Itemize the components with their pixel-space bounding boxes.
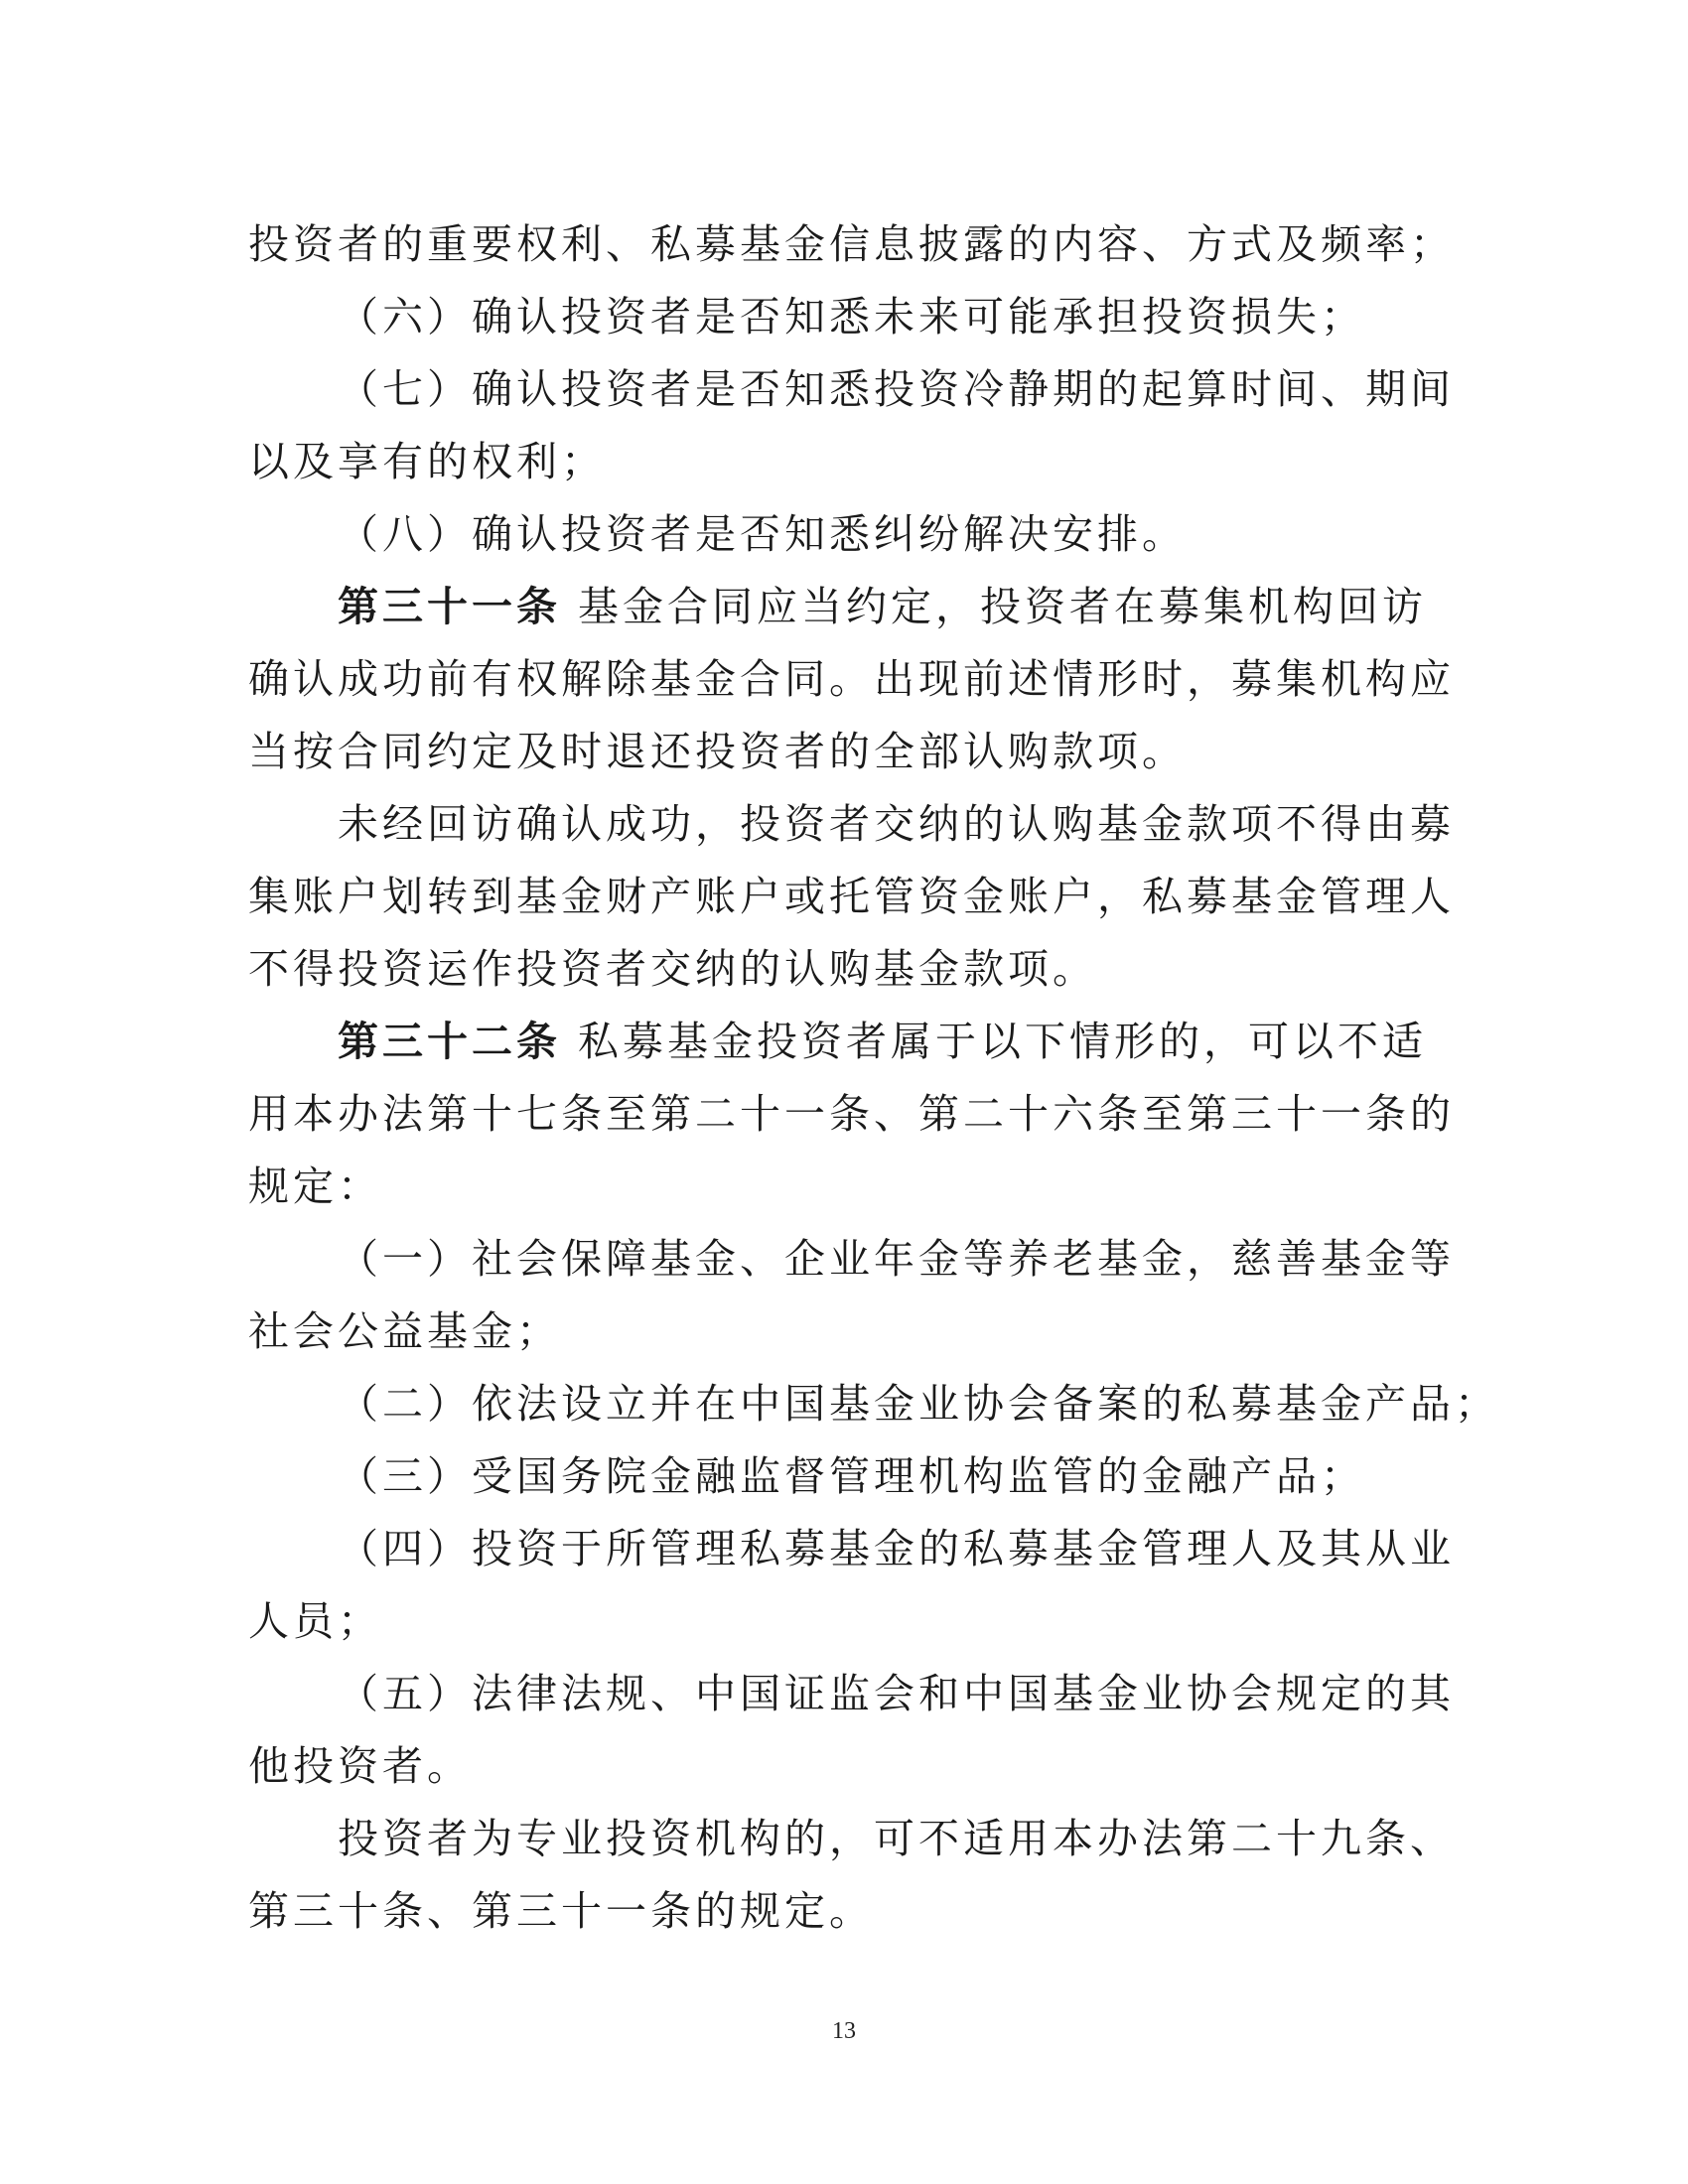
text-line: 第三十条、第三十一条的规定。 bbox=[248, 1887, 874, 1935]
text-line: （八）确认投资者是否知悉纠纷解决安排。 bbox=[338, 510, 1187, 558]
text-line: 投资者为专业投资机构的，可不适用本办法第二十九条、 bbox=[338, 1815, 1455, 1862]
text-line: 不得投资运作投资者交纳的认购基金款项。 bbox=[248, 945, 1097, 993]
text-line: 规定： bbox=[248, 1162, 382, 1210]
text-line: （三）受国务院金融监督管理机构监管的金融产品； bbox=[338, 1452, 1365, 1500]
text-line: 他投资者。 bbox=[248, 1742, 472, 1790]
text-line: （五）法律法规、中国证监会和中国基金业协会规定的其 bbox=[338, 1670, 1455, 1717]
text-line: （二）依法设立并在中国基金业协会备案的私募基金产品； bbox=[338, 1380, 1499, 1428]
text-line: 用本办法第十七条至第二十一条、第二十六条至第三十一条的 bbox=[248, 1090, 1455, 1138]
page-number: 13 bbox=[832, 2018, 856, 2044]
article-32-heading-line bbox=[248, 1006, 1440, 1078]
article-31-heading-line bbox=[248, 571, 1440, 643]
text-line: （四）投资于所管理私募基金的私募基金管理人及其从业 bbox=[338, 1525, 1455, 1572]
text-line: 私募基金投资者属于以下情形的，可以不适 bbox=[561, 1018, 1428, 1065]
text-line: 未经回访确认成功，投资者交纳的认购基金款项不得由募 bbox=[338, 800, 1455, 848]
text-line: 当按合同约定及时退还投资者的全部认购款项。 bbox=[248, 728, 1187, 775]
text-line: 确认成功前有权解除基金合同。出现前述情形时，募集机构应 bbox=[248, 655, 1455, 703]
text-line: 以及享有的权利； bbox=[248, 438, 606, 485]
text-line: （七）确认投资者是否知悉投资冷静期的起算时间、期间 bbox=[338, 365, 1455, 413]
text-line: 集账户划转到基金财产账户或托管资金账户，私募基金管理人 bbox=[248, 873, 1455, 920]
text-line: （一）社会保障基金、企业年金等养老基金，慈善基金等 bbox=[338, 1235, 1455, 1283]
text-line: 社会公益基金； bbox=[248, 1307, 561, 1355]
body-text bbox=[248, 208, 1499, 1948]
text-line: 基金合同应当约定，投资者在募集机构回访 bbox=[561, 583, 1428, 630]
text-line: （六）确认投资者是否知悉未来可能承担投资损失； bbox=[338, 293, 1365, 341]
article-number: 第三十一条 bbox=[338, 583, 561, 630]
article-number: 第三十二条 bbox=[338, 1018, 561, 1065]
text-line: 人员； bbox=[248, 1597, 382, 1645]
text-line: 投资者的重要权利、私募基金信息披露的内容、方式及频率； bbox=[248, 220, 1455, 268]
